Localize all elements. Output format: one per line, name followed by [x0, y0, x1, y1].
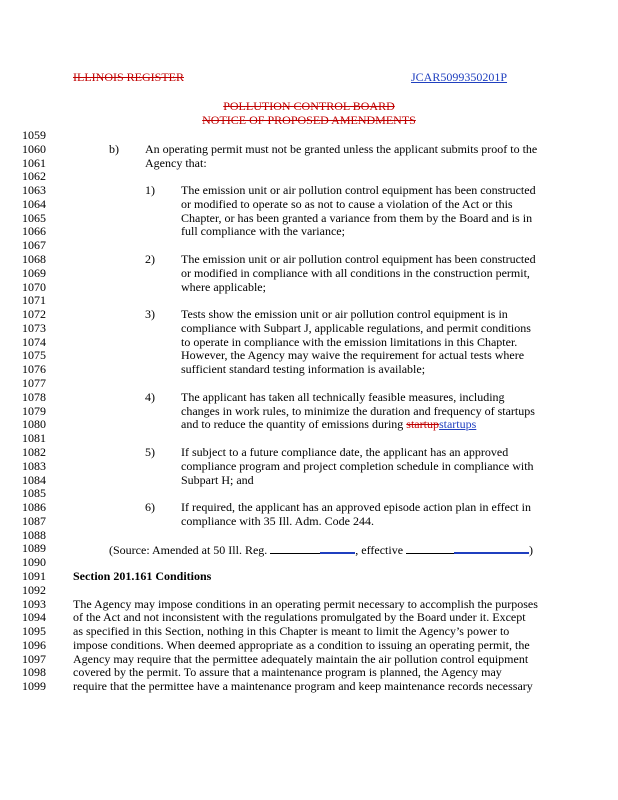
line-number: 1097	[22, 651, 46, 666]
blank-volume-insert	[320, 541, 355, 554]
line-1095	[0, 624, 618, 638]
line-number: 1087	[22, 513, 46, 528]
paragraph-text: covered by the permit. To assure that a maintenance program is planned, the Agency may	[73, 665, 502, 680]
line-1081	[0, 431, 618, 445]
line-1070	[0, 280, 618, 294]
line-text: However, the Agency may waive the requirement for actual tests where	[181, 348, 525, 363]
line-number: 1077	[22, 376, 46, 391]
source-note: (Source: Amended at 50 Ill. Reg. , effective )	[109, 543, 534, 558]
line-text: If subject to a future compliance date, the applicant has an approved	[181, 444, 509, 459]
blank-date	[406, 542, 454, 554]
line-number: 1062	[22, 169, 46, 184]
line-1072	[0, 307, 618, 321]
paragraph-text: impose conditions. When deemed appropriate as a condition to issuing an operating permit, the	[73, 637, 530, 652]
inserted-text: startups	[438, 417, 477, 432]
line-1073	[0, 321, 618, 335]
line-number: 1075	[22, 348, 46, 363]
line-number: 1089	[22, 541, 46, 556]
line-1083	[0, 459, 618, 473]
line-text: The applicant has taken all technically feasible measures, including	[181, 389, 505, 404]
line-number: 1095	[22, 624, 46, 639]
line-number: 1060	[22, 141, 46, 156]
line-text: Chapter, or has been granted a variance from them by the Board and is in	[181, 210, 533, 225]
line-1079	[0, 404, 618, 418]
line-number: 1065	[22, 210, 46, 225]
line-number: 1092	[22, 582, 46, 597]
item-number: 4)	[145, 389, 155, 404]
line-text: Agency that:	[145, 155, 207, 170]
board-heading: POLLUTION CONTROL BOARD	[223, 99, 395, 113]
line-number: 1086	[22, 500, 46, 515]
line-1085	[0, 486, 618, 500]
item-number: 6)	[145, 500, 155, 515]
line-number: 1094	[22, 610, 46, 625]
line-number: 1081	[22, 431, 46, 446]
deleted-text: startup	[406, 417, 439, 432]
line-text: and to reduce the quantity of emissions during startupstartups	[181, 417, 477, 432]
line-1061	[0, 156, 618, 170]
line-1082	[0, 445, 618, 459]
blank-date-insert	[454, 541, 529, 554]
section-heading: Section 201.161 Conditions	[73, 568, 212, 583]
line-1064	[0, 197, 618, 211]
line-1094	[0, 610, 618, 624]
line-1090	[0, 555, 618, 569]
line-number: 1082	[22, 444, 46, 459]
line-1086	[0, 500, 618, 514]
item-number: 5)	[145, 444, 155, 459]
item-number: 3)	[145, 307, 155, 322]
line-text: The emission unit or air pollution control equipment has been constructed	[181, 252, 536, 267]
line-1096	[0, 638, 618, 652]
line-1097	[0, 652, 618, 666]
line-1074	[0, 335, 618, 349]
line-1067	[0, 238, 618, 252]
line-text: If required, the applicant has an approved episode action plan in effect in	[181, 500, 531, 515]
line-number: 1085	[22, 486, 46, 501]
line-number: 1063	[22, 183, 46, 198]
paragraph-text: require that the permittee have a maintenance program and keep maintenance records necessary	[73, 679, 533, 694]
item-number: 1)	[145, 183, 155, 198]
line-number: 1070	[22, 279, 46, 294]
line-number: 1061	[22, 155, 46, 170]
line-text: Tests show the emission unit or air pollution control equipment is in	[181, 307, 508, 322]
line-number: 1078	[22, 389, 46, 404]
item-number: 2)	[145, 252, 155, 267]
line-text: full compliance with the variance;	[181, 224, 345, 239]
line-1099	[0, 679, 618, 693]
line-1063	[0, 183, 618, 197]
line-number: 1068	[22, 252, 46, 267]
line-1092	[0, 583, 618, 597]
line-number: 1088	[22, 527, 46, 542]
line-number: 1080	[22, 417, 46, 432]
line-number: 1099	[22, 679, 46, 694]
line-1087	[0, 514, 618, 528]
line-number: 1069	[22, 265, 46, 280]
line-text: compliance with 35 Ill. Adm. Code 244.	[181, 513, 374, 528]
line-number: 1072	[22, 307, 46, 322]
line-1091	[0, 569, 618, 583]
line-1089	[0, 541, 618, 558]
line-1059	[0, 128, 618, 142]
line-1076	[0, 362, 618, 376]
line-text: or modified to operate so as not to cause a violation of the Act or this	[181, 196, 513, 211]
line-number: 1084	[22, 472, 46, 487]
line-number: 1096	[22, 637, 46, 652]
line-1062	[0, 169, 618, 183]
line-text: compliance with Subpart J, applicable regulations, and permit conditions	[181, 320, 531, 335]
line-text: to operate in compliance with the emission limitations in this Chapter.	[181, 334, 518, 349]
line-number: 1093	[22, 596, 46, 611]
line-1068	[0, 252, 618, 266]
line-1078	[0, 390, 618, 404]
line-number: 1066	[22, 224, 46, 239]
line-text: or modified in compliance with all conditions in the construction permit,	[181, 265, 530, 280]
line-number: 1098	[22, 665, 46, 680]
line-text: The emission unit or air pollution control equipment has been constructed	[181, 183, 536, 198]
line-1075	[0, 348, 618, 362]
line-number: 1091	[22, 568, 46, 583]
line-1080	[0, 417, 618, 431]
line-number: 1071	[22, 293, 46, 308]
document-code-link[interactable]: JCAR5099350201P	[411, 70, 508, 84]
paragraph-text: The Agency may impose conditions in an operating permit necessary to accomplish the purposes	[73, 596, 538, 611]
line-number: 1074	[22, 334, 46, 349]
line-1084	[0, 473, 618, 487]
subsection-label: b)	[109, 141, 119, 156]
line-1077	[0, 376, 618, 390]
line-text: changes in work rules, to minimize the duration and frequency of startups	[181, 403, 535, 418]
line-text: Subpart H; and	[181, 472, 254, 487]
register-title: ILLINOIS REGISTER	[73, 70, 184, 84]
line-number: 1059	[22, 128, 46, 142]
line-text: sufficient standard testing information is available;	[181, 362, 426, 377]
line-1088	[0, 528, 618, 542]
line-1069	[0, 266, 618, 280]
line-number: 1079	[22, 403, 46, 418]
notice-heading: NOTICE OF PROPOSED AMENDMENTS	[202, 113, 416, 127]
paragraph-text: as specified in this Section, nothing in this Chapter is meant to limit the Agency’s power to	[73, 624, 510, 639]
line-text: An operating permit must not be granted unless the applicant submits proof to the	[145, 141, 538, 156]
line-number: 1076	[22, 362, 46, 377]
line-number: 1067	[22, 238, 46, 253]
line-1093	[0, 597, 618, 611]
line-1065	[0, 211, 618, 225]
line-1098	[0, 665, 618, 679]
paragraph-text: of the Act and not inconsistent with the regulations promulgated by the Board under it. Except	[73, 610, 526, 625]
line-1060	[0, 142, 618, 156]
line-number: 1073	[22, 320, 46, 335]
line-1066	[0, 224, 618, 238]
line-1071	[0, 293, 618, 307]
paragraph-text: Agency may require that the permittee adequately maintain the air pollution control equipment	[73, 651, 529, 666]
line-number: 1064	[22, 196, 46, 211]
line-text: compliance program and project completion schedule in compliance with	[181, 458, 534, 473]
line-number: 1083	[22, 458, 46, 473]
line-text: where applicable;	[181, 279, 266, 294]
line-number: 1090	[22, 555, 46, 570]
blank-volume	[270, 542, 320, 554]
